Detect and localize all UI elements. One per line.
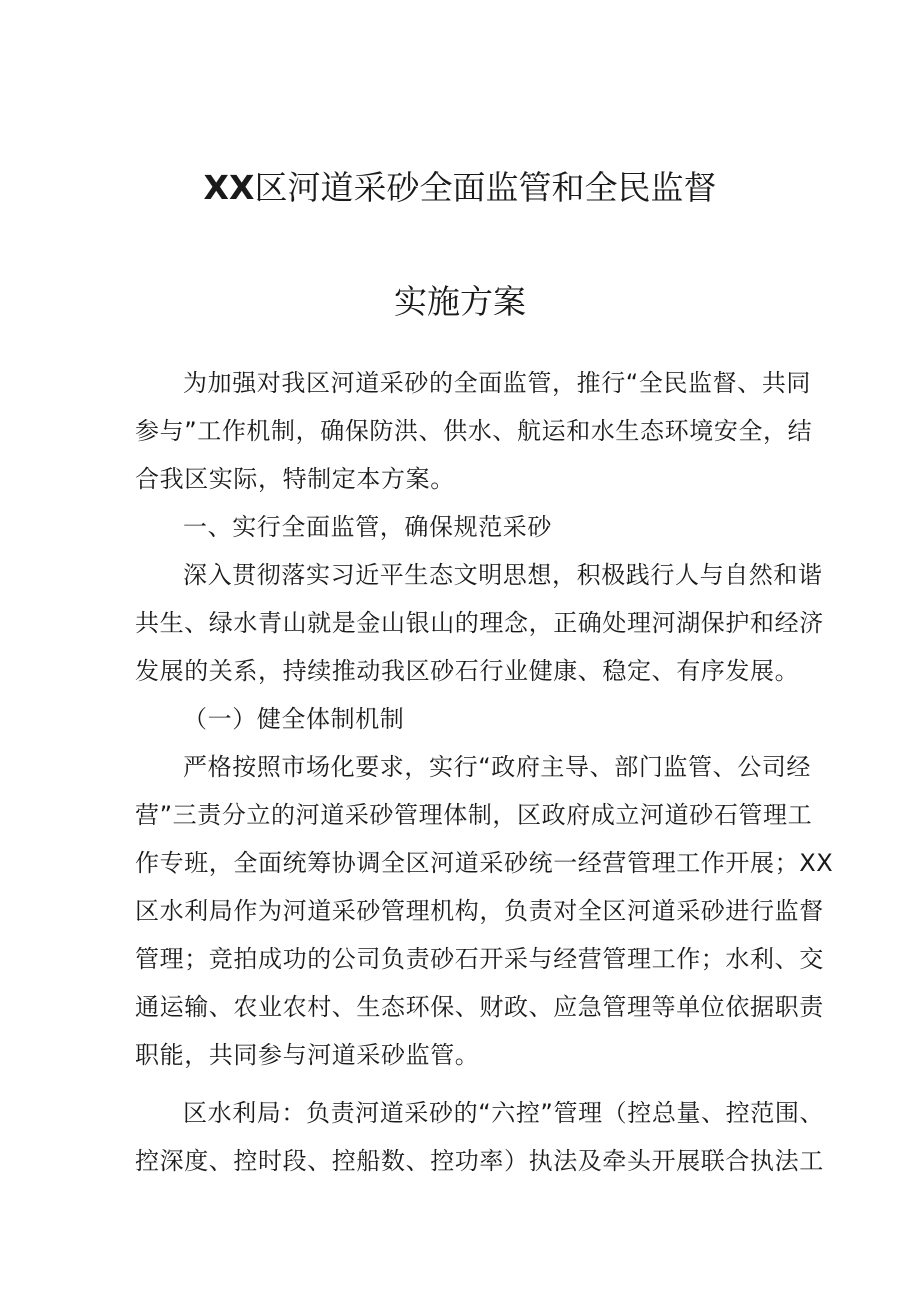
paragraph-line: 深入贯彻落实习近平生态文明思想，积极践行人与自然和谐 [183, 561, 823, 589]
document-title-line-2: 实施方案 [394, 282, 526, 321]
paragraph-line: 参与”工作机制，确保防洪、供水、航运和水生态环境安全，结 [135, 417, 813, 445]
document-title-line-1 [0, 168, 920, 208]
paragraph-line: 控深度、控时段、控船数、控功率）执法及牵头开展联合执法工 [135, 1147, 824, 1175]
paragraph-line: 共生、绿水青山就是金山银山的理念，正确处理河湖保护和经济 [135, 609, 824, 637]
paragraph-line: 区水利局作为河道采砂管理机构，负责对全区河道采砂进行监督 [135, 897, 824, 925]
paragraph-line: 为加强对我区河道采砂的全面监管，推行“全民监督、共同 [183, 369, 812, 397]
section-heading: 一、实行全面监管，确保规范采砂 [183, 513, 552, 541]
paragraph-line: 区水利局：负责河道采砂的“六控”管理（控总量、控范围、 [183, 1099, 825, 1127]
paragraph-line: 严格按照市场化要求，实行“政府主导、部门监管、公司经 [183, 753, 812, 781]
paragraph-line: 管理；竞拍成功的公司负责砂石开采与经营管理工作；水利、交 [135, 945, 824, 973]
paragraph-line: 职能，共同参与河道采砂监管。 [135, 1041, 480, 1069]
subsection-heading: （一）健全体制机制 [183, 705, 405, 733]
title-rest: 区河道采砂全面监管和全民监督 [254, 168, 717, 207]
paragraph-line: 通运输、农业农村、生态环保、财政、应急管理等单位依据职责 [135, 993, 824, 1021]
paragraph-line: 营”三责分立的河道采砂管理体制，区政府成立河道砂石管理工 [135, 801, 813, 829]
paragraph-line: 作专班，全面统筹协调全区河道采砂统一经营管理工作开展；XX [135, 849, 834, 877]
paragraph-line: 发展的关系，持续推动我区砂石行业健康、稳定、有序发展。 [135, 657, 800, 685]
title-prefix: XX [203, 168, 255, 207]
paragraph-line: 合我区实际，特制定本方案。 [135, 465, 455, 493]
